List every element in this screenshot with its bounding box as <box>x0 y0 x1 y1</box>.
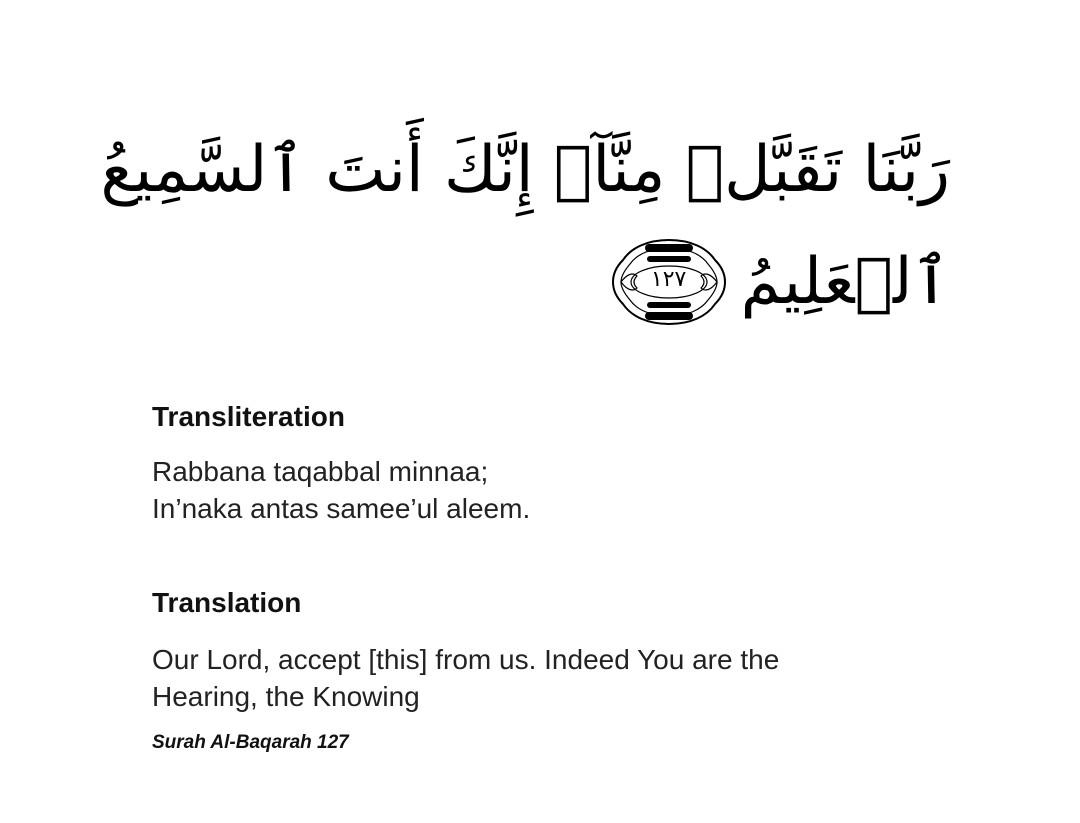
transliteration-line-1: Rabbana taqabbal minnaa; <box>152 456 489 487</box>
ayah-number: ١٢٧ <box>650 267 687 292</box>
transliteration-heading: Transliteration <box>152 401 345 432</box>
arabic-verse-line-1: رَبَّنَا تَقَبَّلۡ مِنَّآۖ إِنَّكَ أَنتَ ٱلسَّمِيعُ <box>100 133 950 207</box>
translation-heading: Translation <box>152 587 302 618</box>
translation-line-2: Hearing, the Knowing <box>152 681 420 712</box>
arabic-verse-word: ٱلۡعَلِيمُ <box>740 245 950 319</box>
ayah-end-marker <box>611 236 727 328</box>
translation-section <box>152 586 1012 715</box>
source-reference: Surah Al-Baqarah 127 <box>152 732 349 753</box>
transliteration-line-2: In’naka antas samee’ul aleem. <box>152 493 531 524</box>
translation-text <box>152 641 1012 715</box>
translation-line-1: Our Lord, accept [this] from us. Indeed You are the <box>152 644 780 675</box>
transliteration-text <box>152 453 1012 527</box>
arabic-verse-line-2 <box>611 232 950 332</box>
arabic-verse <box>100 120 950 340</box>
transliteration-section <box>152 400 1012 527</box>
